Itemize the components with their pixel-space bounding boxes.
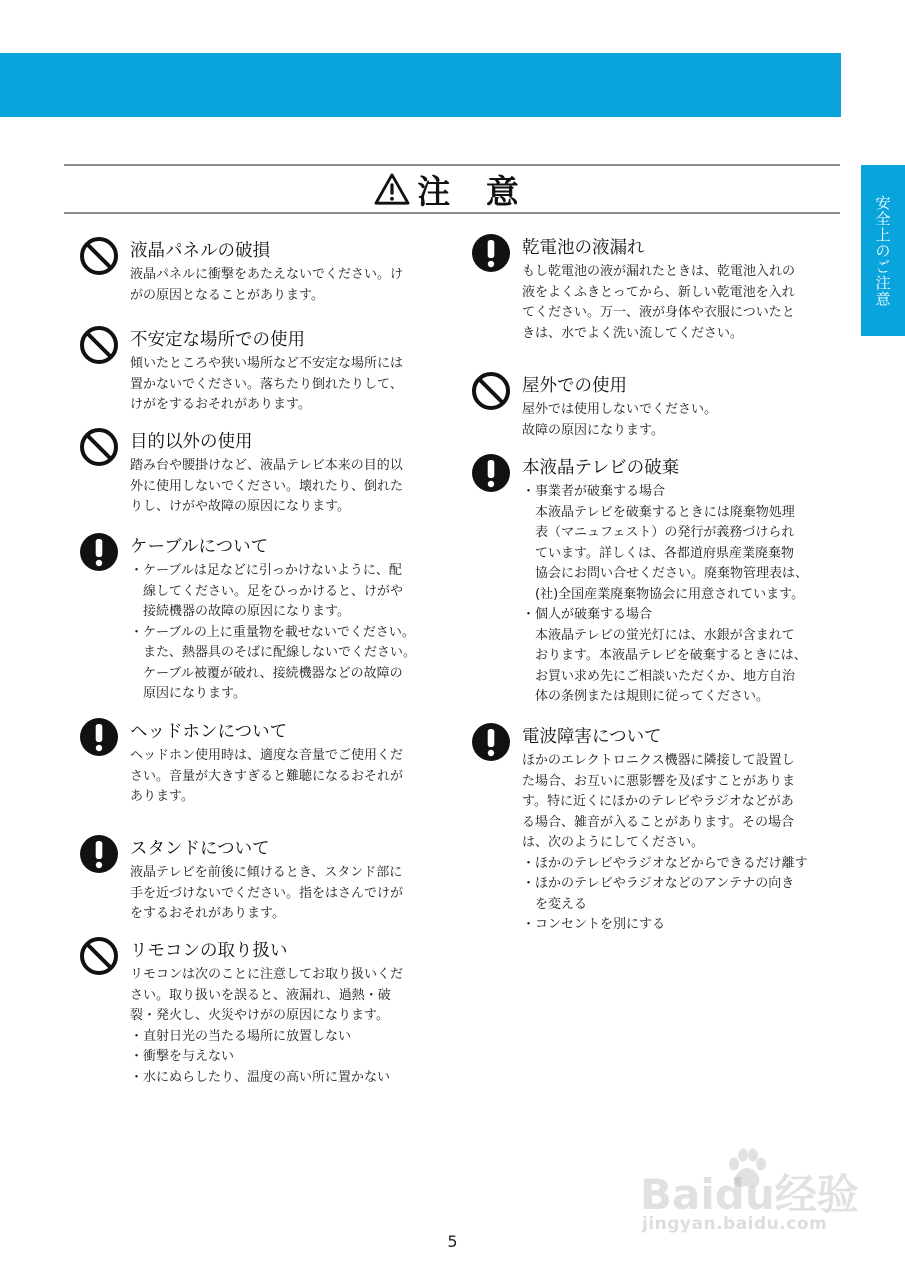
section-tv-disposal: [471, 453, 831, 708]
section-text: [130, 561, 439, 705]
section-heading: 本液晶テレビの破棄: [522, 458, 680, 478]
warning-triangle-icon: [373, 172, 411, 206]
page-title: [64, 167, 840, 211]
prohibition-icon: [471, 371, 511, 411]
section-text: 踏み台や腰掛けなど、液晶テレビ本来の目的以 外に使用しないでください。壊れたり、倒れた りし、けがや故障の原因になります。: [130, 458, 404, 514]
watermark-brand: Baidu经验: [640, 1170, 859, 1219]
section-heading: 乾電池の液漏れ: [522, 238, 645, 258]
section-text: もし乾電池の液が漏れたときは、乾電池入れの 液をよくふきとってから、新しい乾電池を入れ てください。万一、液が身体や衣服についたと きは、水でよく洗い流してください。: [522, 264, 796, 341]
section-heading: 液晶パネルの破損: [130, 241, 270, 261]
bullet-item: ・ 事業者が破棄する場合: [522, 482, 831, 503]
section-lcd-panel-damage: [79, 236, 439, 306]
section-remote-handling: [79, 936, 439, 1088]
header-color-bar: [0, 53, 841, 117]
section-heading: 屋外での使用: [522, 376, 627, 396]
exclamation-icon: [471, 453, 511, 493]
page-number: 5: [447, 1232, 458, 1251]
bullet-item: ・ ケーブルは足などに引っかけないように、配 線してください。足をひっかけると、けがや 接続機器の故障の原因になります。: [130, 561, 439, 623]
section-radio-interference: [471, 722, 831, 936]
section-text: 液晶パネルに衝撃をあたえないでください。け がの原因となることがあります。: [130, 267, 404, 303]
section-text: ヘッドホン使用時は、適度な音量でご使用くだ さい。音量が大きすぎると難聴になるおそれが あります。: [130, 748, 404, 804]
exclamation-icon: [79, 532, 119, 572]
bullet-item: ・ ほかのテレビやラジオなどからできるだけ離す: [522, 854, 831, 875]
page-title-text: 注 意: [417, 171, 531, 211]
exclamation-icon: [79, 834, 119, 874]
section-heading: 目的以外の使用: [130, 432, 253, 452]
section-unstable-placement: [79, 325, 439, 416]
section-headphones: [79, 717, 439, 808]
section-heading: 不安定な場所での使用: [130, 330, 305, 350]
section-text: ほかのエレクトロニクス機器に隣接して設置し た場合、お互いに悪影響を及ぼすことがありま す。特に近くにほかのテレビやラジオなどがあ る場合、雑音が入ることがあります。その場合 は、次のようにしてください。 ・ ほかのテレビやラジオなどからできるだけ離す ・ ほかのテレビやラジオなどのアンテナの向き を変える ・ コンセントを別にする: [522, 751, 831, 936]
section-heading: 電波障害について: [522, 727, 662, 747]
section-heading: リモコンの取り扱い: [130, 941, 288, 961]
section-text: 屋外では使用しないでください。 故障の原因になります。: [522, 402, 718, 438]
exclamation-icon: [471, 233, 511, 273]
bullet-item: ・ ほかのテレビやラジオなどのアンテナの向き を変える: [522, 874, 831, 915]
section-outdoor-use: [471, 371, 831, 441]
section-heading: スタンドについて: [130, 839, 270, 859]
section-text: 傾いたところや狭い場所など不安定な場所には 置かないでください。落ちたり倒れたりして、 けがをするおそれがあります。: [130, 356, 404, 412]
section-heading: ケーブルについて: [130, 537, 269, 557]
bullet-item: ・ 直射日光の当たる場所に放置しない: [130, 1027, 439, 1048]
bullet-item: ・ ケーブルの上に重量物を載せないでください。 また、熱器具のそばに配線しないでください。 ケーブル被覆が破れ、接続機器などの故障の 原因になります。: [130, 623, 439, 705]
exclamation-icon: [471, 722, 511, 762]
section-improper-use: [79, 427, 439, 518]
prohibition-icon: [79, 936, 119, 976]
bullet-item: ・ 衝撃を与えない: [130, 1047, 439, 1068]
prohibition-icon: [79, 325, 119, 365]
watermark-url: jingyan.baidu.com: [642, 1214, 828, 1234]
prohibition-icon: [79, 236, 119, 276]
title-bottom-rule: [64, 212, 840, 214]
section-battery-leak: [471, 233, 831, 344]
section-cables: [79, 532, 439, 705]
section-text: 液晶テレビを前後に傾けるとき、スタンド部に 手を近づけないでください。指をはさんでけが をするおそれがあります。: [130, 865, 404, 921]
section-text: リモコンは次のことに注意してお取り扱いくだ さい。取り扱いを誤ると、液漏れ、過熱・破 裂・発火し、火災やけがの原因になります。 ・ 直射日光の当たる場所に放置しない ・ 衝撃を与えない ・ 水にぬらしたり、温度の高い所に置かない: [130, 965, 439, 1088]
bullet-item: ・ 個人が破棄する場合: [522, 605, 831, 626]
bullet-detail: 本液晶テレビの蛍光灯には、水銀が含まれて おります。本液晶テレビを破棄するときには、 お買い求め先にご相談いただくか、地方自治 体の条例または規則に従ってください。: [535, 627, 807, 704]
bullet-item: ・ 水にぬらしたり、温度の高い所に置かない: [130, 1068, 439, 1089]
prohibition-icon: [79, 427, 119, 467]
section-text: [522, 482, 831, 708]
bullet-item: ・ コンセントを別にする: [522, 915, 831, 936]
section-heading: ヘッドホンについて: [130, 722, 288, 742]
bullet-detail: 本液晶テレビを破棄するときには廃棄物処理 表（マニュフェスト）の発行が義務づけられ ています。詳しくは、各都道府県産業廃棄物 協会にお問い合せください。廃棄物管理表は、 (社)全国産業廃棄物協会に用意されています。: [535, 504, 809, 602]
section-side-tab[interactable]: 安全上のご注意: [861, 165, 905, 336]
exclamation-icon: [79, 717, 119, 757]
section-stand: [79, 834, 439, 925]
